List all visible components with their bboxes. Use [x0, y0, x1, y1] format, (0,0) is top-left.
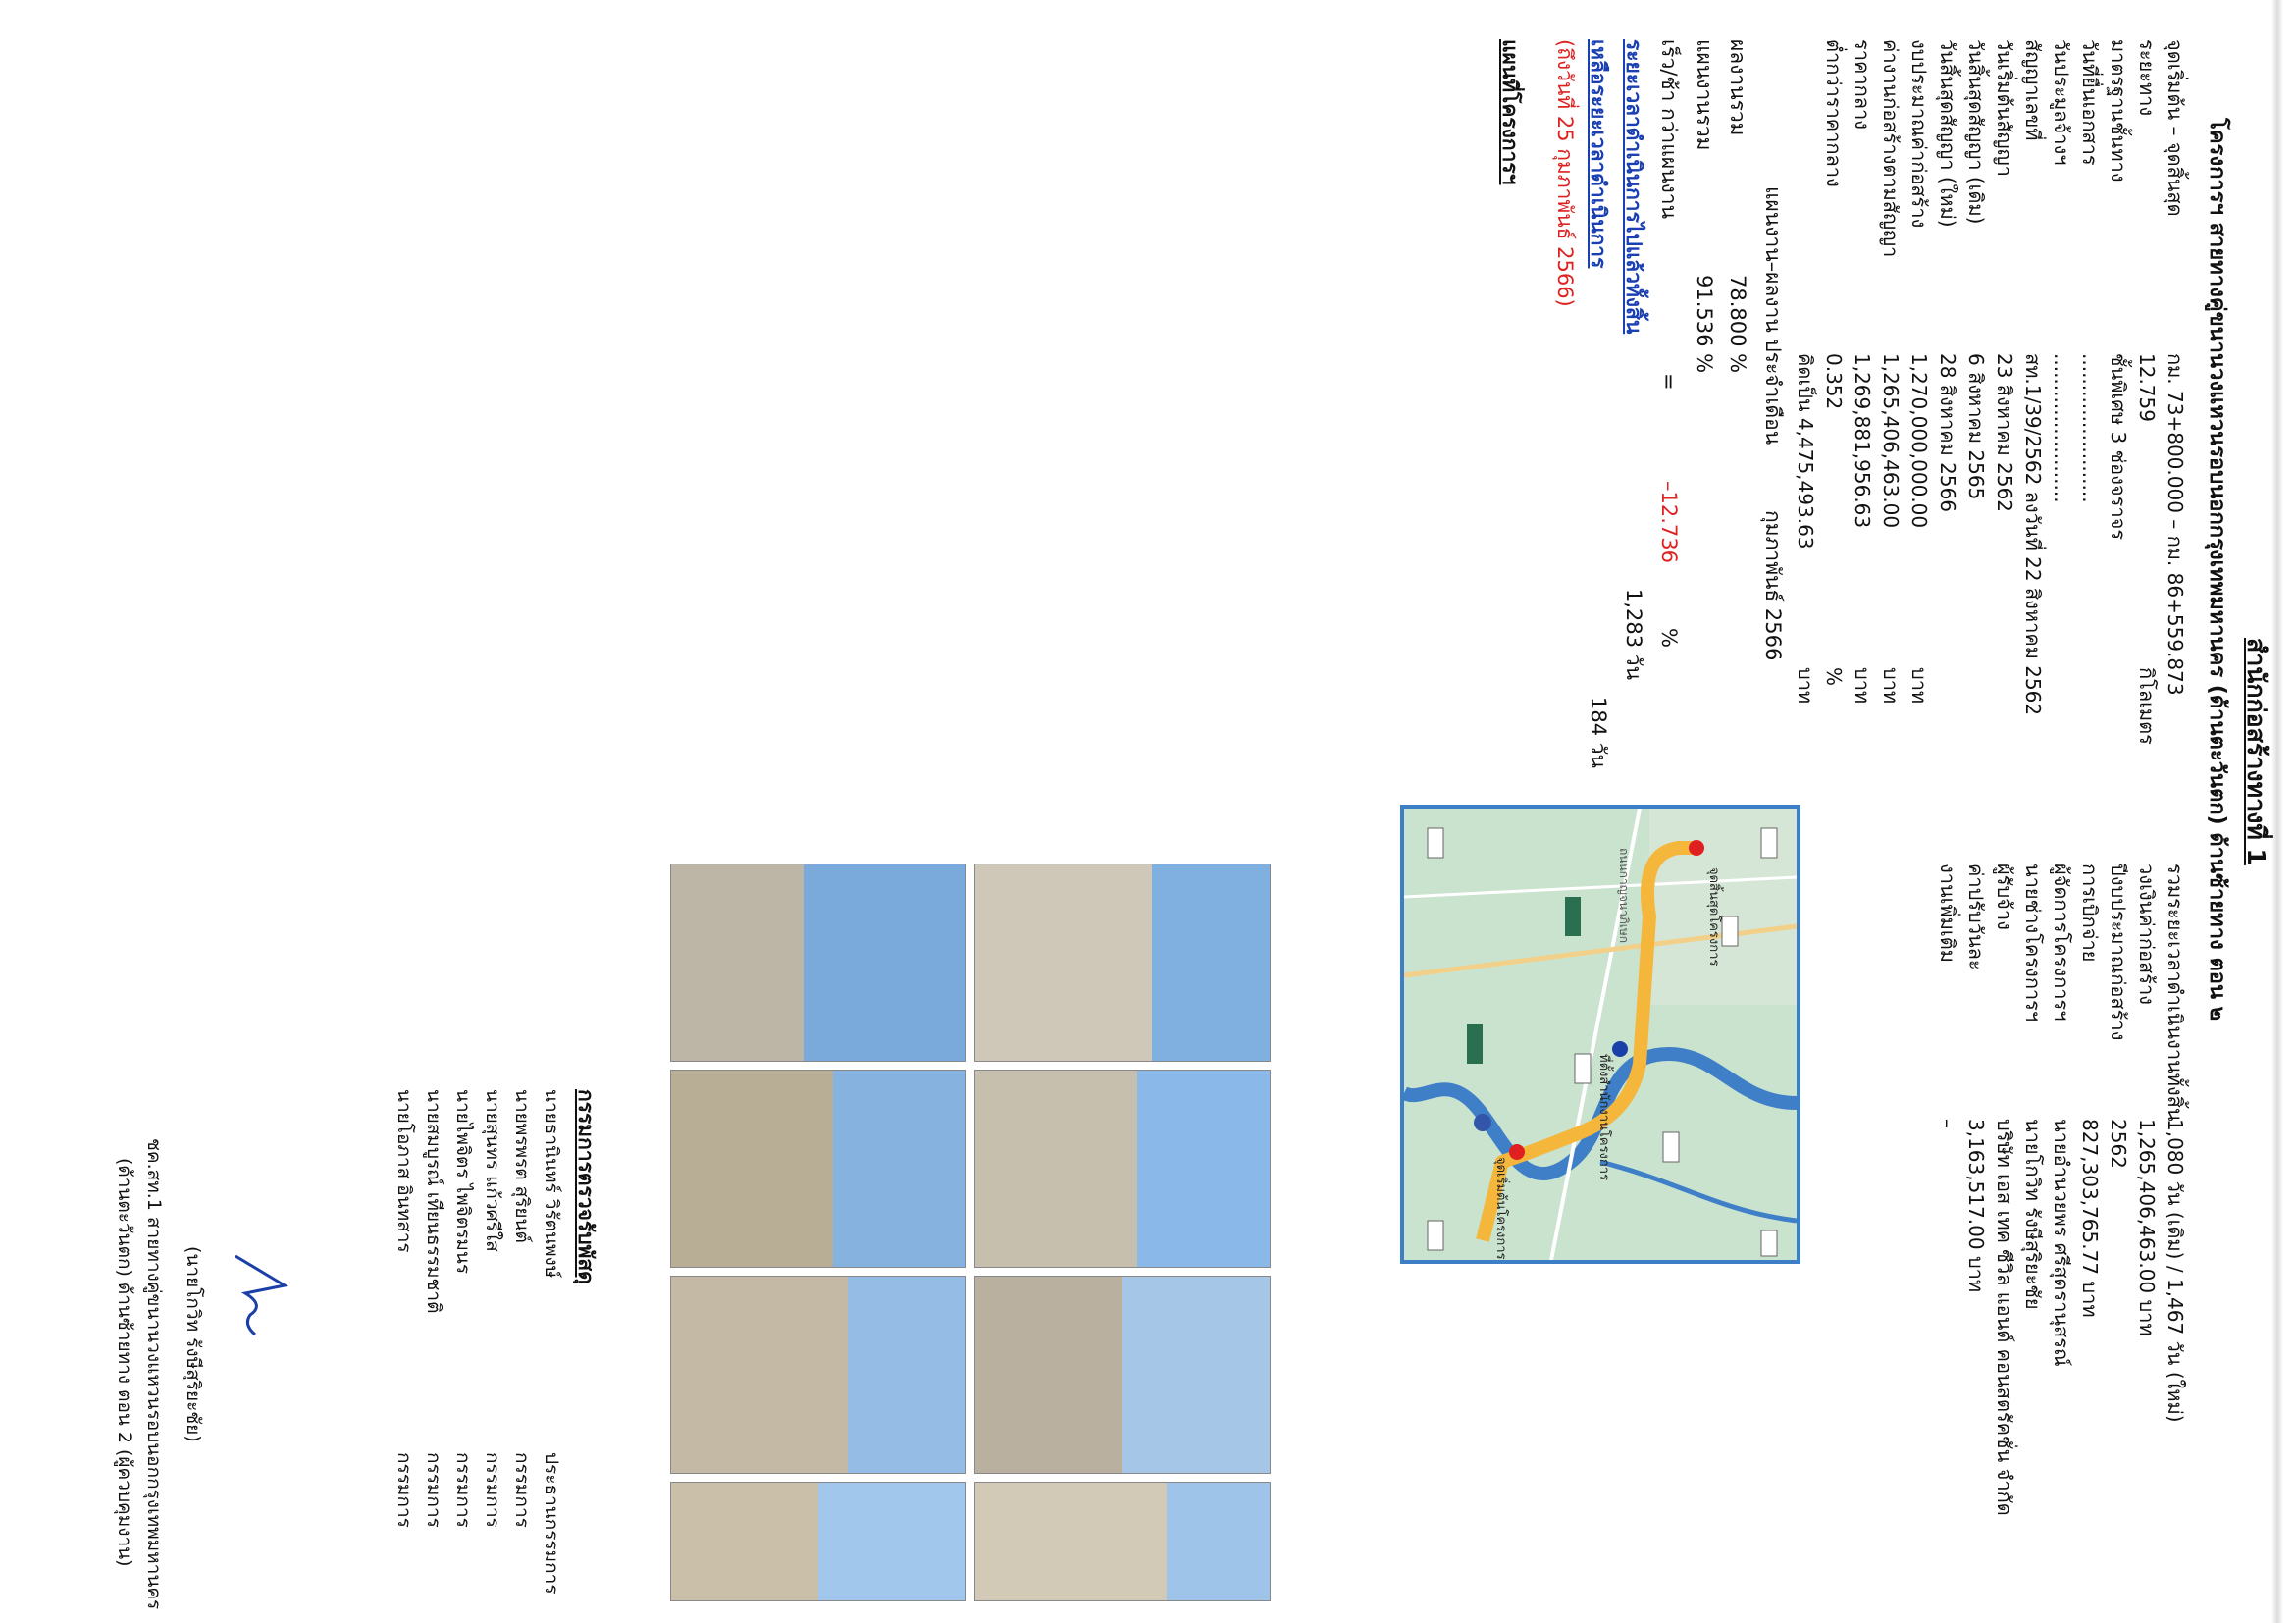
map-poi-icon — [1474, 1114, 1491, 1131]
map-end-label: จุดสิ้นสุดโครงการ — [1707, 867, 1722, 967]
route-tag — [1428, 1221, 1443, 1250]
office-marker — [1612, 1041, 1628, 1057]
diff-value: –12.736 — [1657, 481, 1681, 563]
committee-member-name: นายไพจิตร ไพจิตรมนร — [452, 1089, 474, 1275]
committee-member-role: กรรมการ — [511, 1452, 533, 1528]
committee-member-role: กรรมการ — [423, 1452, 444, 1528]
diff-unit: % — [1657, 628, 1681, 648]
progress-section — [1491, 39, 1786, 824]
route-tag — [1722, 916, 1738, 946]
info-label: วันเริ่มต้นสัญญา — [1993, 39, 2016, 177]
start-marker — [1689, 840, 1704, 856]
info-label: การเบิกจ่าย — [2078, 864, 2102, 963]
committee-member-role: ประธานกรรมการ — [541, 1452, 562, 1595]
signer-position-line1: ชค.สท.1 สายทางคู่ขนานวงแหวนรอบนอกกรุงเทพมหานคร — [143, 1138, 165, 1610]
info-value: – — [1936, 1119, 1959, 1128]
info-label: ระยะทาง — [2135, 39, 2159, 117]
info-label: วันสิ้นสุดสัญญา (เดิม) — [1964, 39, 1988, 225]
route-tag — [1761, 828, 1777, 858]
info-label: ปีงบประมาณก่อสร้าง — [2107, 864, 2130, 1041]
info-value: นายอำนวยพร ศรีสุดรานุสรณ์ — [2050, 1119, 2073, 1367]
info-value: 0.352 — [1822, 353, 1846, 410]
info-value: ........................ — [2078, 353, 2102, 503]
site-photo — [670, 1276, 966, 1474]
route-tag — [1565, 897, 1581, 936]
info-unit: กิโลเมตร — [2135, 667, 2159, 745]
route-tag — [1663, 1132, 1679, 1162]
info-label: สัญญาเลขที่ — [2021, 39, 2045, 141]
committee-section — [343, 1070, 599, 1619]
progress-month: กุมภาพันธ์ 2566 — [1761, 510, 1785, 661]
project-info-left — [1776, 39, 2188, 824]
info-label: วันประมูลจ้างฯ — [2050, 39, 2073, 166]
site-photo — [974, 864, 1271, 1062]
map-start-label: จุดเริ่มต้นโครงการ — [1494, 1157, 1509, 1260]
project-info-right — [1913, 864, 2188, 1609]
info-label: วันที่ยื่นเอกสาร — [2078, 39, 2102, 166]
committee-member-name: นายพรพรต สุริยนต์ — [511, 1089, 533, 1243]
info-label: ค่างานก่อสร้างตามสัญญา — [1879, 39, 1903, 258]
result-label: ผลงานรวม — [1726, 39, 1749, 136]
site-photo — [670, 864, 966, 1062]
info-value: 23 สิงหาคม 2562 — [1993, 353, 2016, 513]
info-label: รวมระยะเวลาดำเนินงานทั้งสิ้น — [2164, 864, 2187, 1122]
site-photo — [974, 1482, 1271, 1601]
info-value: คิดเป็น 4,475,493.63 — [1794, 353, 1817, 550]
info-label: งบประมาณค่าก่อสร้าง — [1907, 39, 1931, 229]
committee-member-role: กรรมการ — [393, 1452, 415, 1528]
info-value: ........................ — [2050, 353, 2073, 503]
info-unit: % — [1822, 667, 1846, 687]
info-label: มาตรฐานชั้นทาง — [2107, 39, 2130, 183]
signature-block — [49, 1138, 304, 1609]
result-value: 78.800 % — [1726, 275, 1749, 374]
info-value: 827,303,765.77 บาท — [2078, 1119, 2102, 1318]
committee-member-role: กรรมการ — [482, 1452, 503, 1528]
handwritten-signature — [216, 1246, 304, 1403]
info-label: งานเพิ่มเติม — [1936, 864, 1959, 963]
progress-heading: แผนงาน–ผลงาน ประจำเดือน — [1761, 186, 1785, 445]
info-value: 1,269,881,956.63 — [1851, 353, 1874, 529]
info-value: 1,270,000,000.00 — [1907, 353, 1931, 529]
info-label: ต่ำกว่าราคากลาง — [1822, 39, 1846, 187]
info-unit: บาท — [1907, 667, 1931, 705]
map-road-label: ถนนกาญจนาภิเษก — [1617, 848, 1631, 944]
remain-value: 184 วัน — [1587, 697, 1610, 768]
route-tag — [1428, 828, 1443, 858]
end-marker — [1509, 1144, 1525, 1160]
info-label: วงเงินค่าก่อสร้าง — [2135, 864, 2159, 1005]
site-photo — [670, 1482, 966, 1601]
info-label: นายช่างโครงการฯ — [2021, 864, 2045, 1022]
info-label: ราคากลาง — [1851, 39, 1874, 130]
info-label: ค่าปรับวันละ — [1964, 864, 1988, 970]
route-tag — [1467, 1024, 1483, 1064]
info-label: วันสิ้นสุดสัญญา (ใหม่) — [1936, 39, 1959, 228]
info-unit: บาท — [1794, 667, 1817, 705]
route-tag — [1575, 1054, 1591, 1083]
committee-member-name: นายโอภาส อินทสาร — [393, 1089, 415, 1253]
info-value: 12.759 — [2135, 353, 2159, 422]
elapsed-value: 1,283 วัน — [1622, 589, 1645, 680]
diff-label: เร็ว/ช้า กว่าแผนงาน — [1657, 39, 1681, 219]
info-label: ผู้จัดการโครงการฯ — [2050, 864, 2073, 1021]
site-photo — [670, 1070, 966, 1268]
map-office-label: ที่ตั้งสำนักงานโครงการ — [1597, 1054, 1612, 1181]
info-value: 1,265,406,463.00 บาท — [2135, 1119, 2159, 1336]
elapsed-label: ระยะเวลาดำเนินการไปแล้วทั้งสิ้น — [1622, 39, 1645, 335]
info-unit: บาท — [1879, 667, 1903, 705]
site-photo — [974, 1070, 1271, 1268]
remain-label: เหลือระยะเวลาดำเนินการ — [1587, 39, 1610, 269]
signer-position-line2: (ด้านตะวันตก) ด้านซ้ายทาง ตอน 2 (ผู้ควบคุมงาน) — [114, 1158, 135, 1567]
signer-name: (นายโกวิท รังษีสุริยะชัย) — [183, 1246, 204, 1442]
info-value: 1,265,406,463.00 — [1879, 353, 1903, 529]
project-map — [1400, 805, 1800, 1264]
info-label: จุดเริ่มต้น – จุดสิ้นสุด — [2164, 39, 2187, 217]
office-title: สำนักก่อสร้างทางที่ 1 — [2242, 638, 2270, 865]
info-value: สท.1/39/2562 ลงวันที่ 22 สิงหาคม 2562 — [2021, 353, 2045, 716]
info-value: 2562 — [2107, 1119, 2130, 1169]
site-photo — [974, 1276, 1271, 1474]
info-value: กม. 73+800.000 – กม. 86+559.873 — [2164, 353, 2187, 696]
info-unit: บาท — [1851, 667, 1874, 705]
project-title: โครงการฯ สายทางคู่ขนานวงแหวนรอบนอกกรุงเทพมหานคร (ด้านตะวันตก) ด้านซ้ายทาง ตอน ๒ — [2205, 118, 2229, 1021]
info-value: 1,080 วัน (เดิม) / 1,467 วัน (ใหม่) — [2164, 1119, 2187, 1423]
diff-equals: = — [1657, 373, 1681, 391]
info-value: 6 สิงหาคม 2565 — [1964, 353, 1988, 500]
map-caption: แผนที่โครงการฯ — [1498, 39, 1522, 185]
info-value: ชั้นพิเศษ 3 ช่องจราจร — [2107, 353, 2130, 541]
committee-member-name: นายสุนทร แก้วศรีใส — [482, 1089, 503, 1252]
committee-member-name: นายสมบูรณ์ เทียนธรรมชาติ — [423, 1089, 444, 1314]
info-value: นายโกวิท รังษีสุริยะชัย — [2021, 1119, 2045, 1310]
info-value: 3,163,517.00 บาท — [1964, 1119, 1988, 1293]
committee-heading: กรรมการตรวจรับพัสดุ — [574, 1089, 598, 1284]
plan-label: แผนงานรวม — [1693, 39, 1716, 151]
committee-member-name: นายธานินทร์ วิรัตนพงษ์ — [541, 1089, 562, 1279]
as-of-date: (ถึงวันที่ 25 กุมภาพันธ์ 2566) — [1553, 39, 1577, 307]
plan-value: 91.536 % — [1693, 275, 1716, 374]
map-graphic — [1404, 809, 1797, 1260]
route-tag — [1761, 1230, 1777, 1256]
committee-member-role: กรรมการ — [452, 1452, 474, 1528]
info-value: บริษัท เอส เทค ซีวิล แอนด์ คอนสตรัคชั่น จำกัด — [1993, 1119, 2016, 1516]
info-label: ผู้รับจ้าง — [1993, 864, 2016, 930]
info-value: 28 สิงหาคม 2566 — [1936, 353, 1959, 513]
signature-stroke — [235, 1256, 285, 1335]
